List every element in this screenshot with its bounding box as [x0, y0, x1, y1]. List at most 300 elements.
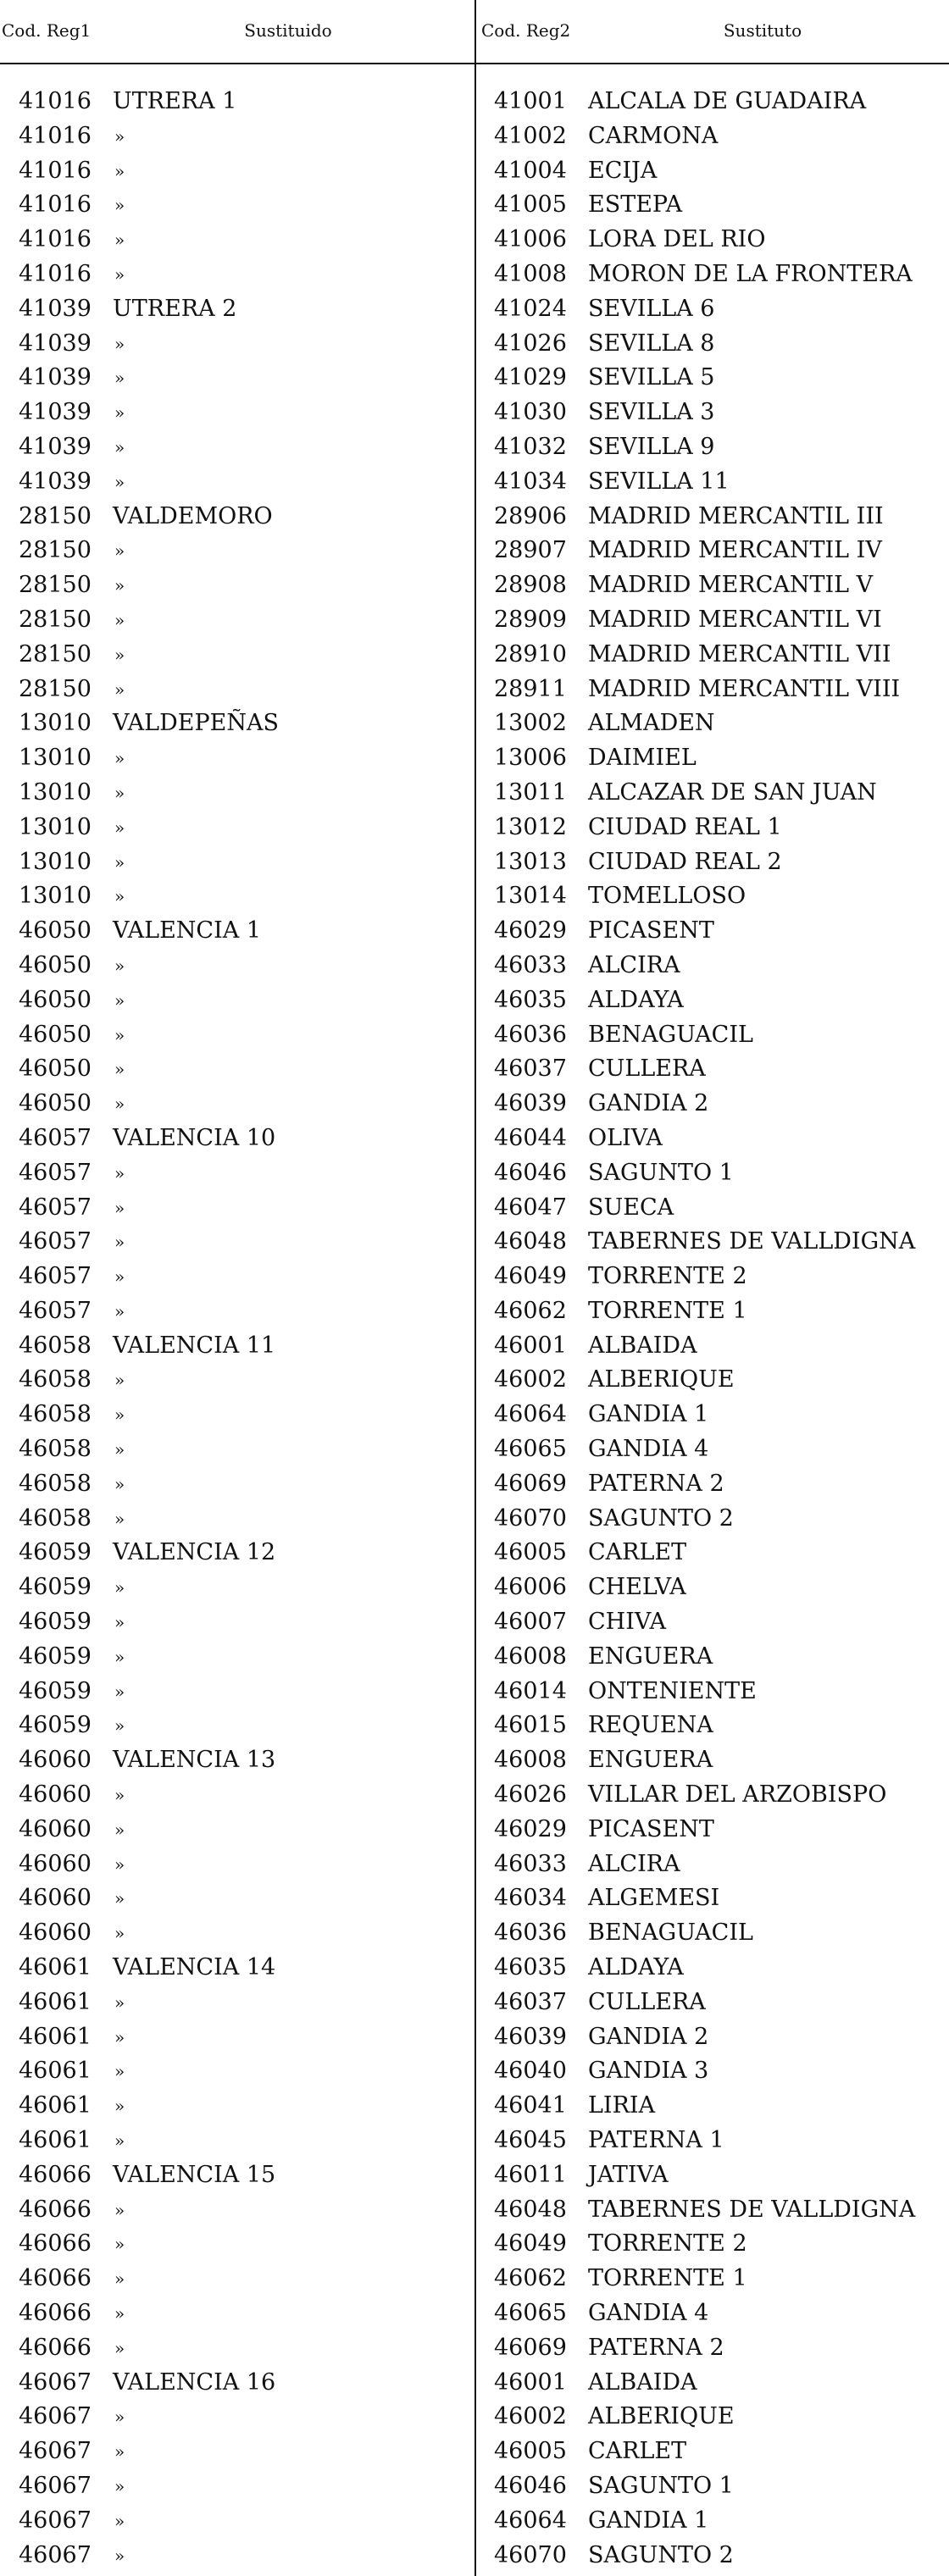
- cod-reg2-cell: 28910: [494, 640, 567, 668]
- cod-reg1-cell: 46060: [19, 1781, 92, 1809]
- cod-reg2-cell: 28909: [494, 606, 567, 633]
- cod-reg1-cell: 41016: [19, 122, 92, 149]
- cod-reg1-cell: 41039: [19, 468, 92, 495]
- table-row: [0, 361, 949, 396]
- cod-reg1-cell: 46050: [19, 1090, 92, 1117]
- cod-reg2-cell: 46070: [494, 2541, 567, 2568]
- table-row: [0, 811, 949, 845]
- sustituido-cell: VALENCIA 12: [113, 1539, 276, 1566]
- table-row: [0, 1156, 949, 1191]
- table-row: [0, 706, 949, 741]
- sustituido-cell: »: [114, 368, 125, 389]
- cod-reg2-cell: 46033: [494, 951, 567, 978]
- cod-reg1-cell: 46061: [19, 1988, 92, 2015]
- cod-reg2-cell: 46015: [494, 1712, 567, 1739]
- cod-reg2-cell: 46033: [494, 1850, 567, 1877]
- table-row: [0, 1087, 949, 1122]
- sustituido-cell: »: [114, 125, 125, 147]
- cod-reg1-cell: 28150: [19, 606, 92, 633]
- sustituto-cell: ALDAYA: [588, 986, 684, 1013]
- cod-reg2-cell: 28908: [494, 572, 567, 599]
- sustituido-cell: »: [114, 1819, 125, 1840]
- sustituto-cell: SEVILLA 5: [588, 364, 715, 391]
- sustituido-cell: VALENCIA 15: [113, 2161, 276, 2188]
- cod-reg2-cell: 41008: [494, 260, 567, 287]
- cod-reg2-cell: 41005: [494, 191, 567, 219]
- table-row: [0, 465, 949, 500]
- cod-reg2-cell: 46049: [494, 1263, 567, 1290]
- cod-reg1-cell: 13010: [19, 813, 92, 840]
- sustituido-cell: »: [114, 1404, 125, 1426]
- table-row: [0, 119, 949, 154]
- cod-reg1-cell: 46066: [19, 2334, 92, 2361]
- sustituto-cell: SAGUNTO 2: [588, 2541, 734, 2568]
- table-row: [0, 1605, 949, 1640]
- sustituto-cell: ALGEMESI: [588, 1885, 720, 1912]
- table-row: [0, 1225, 949, 1260]
- cod-reg2-cell: 46045: [494, 2127, 567, 2154]
- sustituido-cell: »: [114, 263, 125, 285]
- sustituido-cell: »: [114, 1923, 125, 1944]
- table-row: [0, 845, 949, 880]
- sustituto-cell: CHIVA: [588, 1609, 667, 1636]
- cod-reg1-cell: 46058: [19, 1436, 92, 1463]
- sustituto-cell: ALBAIDA: [588, 2368, 697, 2396]
- cod-reg1-cell: 46050: [19, 1021, 92, 1048]
- cod-reg1-cell: 46057: [19, 1263, 92, 1290]
- cod-reg2-cell: 46064: [494, 1401, 567, 1428]
- sustituido-cell: »: [114, 1715, 125, 1737]
- cod-reg2-cell: 46048: [494, 2196, 567, 2223]
- sustituto-cell: BENAGUACIL: [588, 1920, 753, 1947]
- table-row: [0, 430, 949, 465]
- table-row: [0, 1813, 949, 1848]
- sustituido-cell: »: [114, 1059, 125, 1080]
- sustituido-cell: »: [114, 1681, 125, 1702]
- sustituido-cell: »: [114, 1162, 125, 1183]
- table-row: [0, 534, 949, 568]
- sustituto-cell: OLIVA: [588, 1124, 663, 1151]
- sustituto-cell: MADRID MERCANTIL III: [588, 502, 884, 529]
- table-row: [0, 2262, 949, 2296]
- sustituto-cell: MADRID MERCANTIL V: [588, 572, 874, 599]
- cod-reg1-cell: 46058: [19, 1366, 92, 1393]
- table-row: [0, 1467, 949, 1502]
- cod-reg1-cell: 46067: [19, 2403, 92, 2430]
- table-row: [0, 568, 949, 603]
- sustituido-cell: VALENCIA 11: [113, 1332, 276, 1359]
- cod-reg1-cell: 28150: [19, 572, 92, 599]
- sustituto-cell: GANDIA 1: [588, 2507, 709, 2534]
- sustituto-cell: GANDIA 2: [588, 1090, 709, 1117]
- header-cod-reg1: Cod. Reg1: [2, 20, 92, 41]
- sustituido-cell: UTRERA 1: [113, 88, 237, 114]
- sustituto-cell: ENGUERA: [588, 1643, 713, 1670]
- table-row: [0, 154, 949, 189]
- cod-reg2-cell: 46048: [494, 1228, 567, 1255]
- table-row: [0, 1432, 949, 1467]
- cod-reg2-cell: 46046: [494, 1159, 567, 1186]
- sustituto-cell: SEVILLA 11: [588, 468, 730, 495]
- sustituto-cell: TORRENTE 2: [588, 2230, 747, 2257]
- table-row: [0, 2296, 949, 2331]
- cod-reg2-cell: 46065: [494, 1436, 567, 1463]
- sustituido-cell: VALENCIA 13: [113, 1747, 276, 1774]
- cod-reg2-cell: 46039: [494, 2023, 567, 2050]
- header-sustituido: Sustituido: [244, 20, 332, 41]
- sustituto-cell: TABERNES DE VALLDIGNA: [588, 1228, 916, 1255]
- cod-reg1-cell: 46057: [19, 1124, 92, 1151]
- cod-reg1-cell: 46050: [19, 1055, 92, 1083]
- sustituido-cell: »: [114, 817, 125, 838]
- cod-reg2-cell: 46062: [494, 2265, 567, 2292]
- cod-reg2-cell: 41004: [494, 157, 567, 184]
- table-row: [0, 1191, 949, 1226]
- sustituto-cell: ALBAIDA: [588, 1332, 697, 1359]
- cod-reg2-cell: 46070: [494, 1504, 567, 1532]
- sustituto-cell: SEVILLA 6: [588, 295, 715, 322]
- cod-reg2-cell: 46035: [494, 1954, 567, 1981]
- sustituto-cell: ESTEPA: [588, 191, 683, 219]
- header-cod-reg2: Cod. Reg2: [481, 20, 571, 41]
- table-row: [0, 1536, 949, 1571]
- sustituido-cell: VALENCIA 16: [113, 2368, 276, 2396]
- sustituto-cell: SAGUNTO 1: [588, 1159, 734, 1186]
- table-row: [0, 2400, 949, 2435]
- sustituto-cell: ALCIRA: [588, 951, 680, 978]
- cod-reg2-cell: 28906: [494, 502, 567, 529]
- sustituido-cell: »: [114, 1094, 125, 1115]
- cod-reg1-cell: 46066: [19, 2300, 92, 2326]
- sustituto-cell: ALMADEN: [588, 710, 715, 737]
- header-sustituto: Sustituto: [723, 20, 802, 41]
- table-row: [0, 673, 949, 707]
- sustituto-cell: CULLERA: [588, 1055, 706, 1083]
- table-row: [0, 603, 949, 638]
- cod-reg1-cell: 46067: [19, 2507, 92, 2534]
- sustituido-cell: VALDEMORO: [113, 502, 273, 529]
- sustituto-cell: CARLET: [588, 2438, 687, 2465]
- sustituido-cell: »: [114, 1439, 125, 1460]
- cod-reg1-cell: 41016: [19, 157, 92, 184]
- cod-reg2-cell: 46064: [494, 2507, 567, 2534]
- cod-reg2-cell: 13006: [494, 745, 567, 772]
- cod-reg1-cell: 46059: [19, 1539, 92, 1566]
- cod-reg1-cell: 46059: [19, 1609, 92, 1636]
- sustituido-cell: VALDEPEÑAS: [113, 710, 279, 737]
- cod-reg2-cell: 46036: [494, 1021, 567, 1048]
- cod-reg2-cell: 41032: [494, 433, 567, 460]
- cod-reg2-cell: 46047: [494, 1194, 567, 1221]
- table-row: [0, 914, 949, 949]
- sustituido-cell: »: [114, 2303, 125, 2324]
- cod-reg2-cell: 46007: [494, 1609, 567, 1636]
- cod-reg1-cell: 46067: [19, 2541, 92, 2568]
- cod-reg1-cell: 46061: [19, 2127, 92, 2154]
- sustituto-cell: GANDIA 2: [588, 2023, 709, 2050]
- table-row: [0, 1052, 949, 1087]
- sustituido-cell: »: [114, 540, 125, 562]
- cod-reg1-cell: 46066: [19, 2230, 92, 2257]
- cod-reg1-cell: 13010: [19, 778, 92, 806]
- cod-reg2-cell: 41029: [494, 364, 567, 391]
- cod-reg2-cell: 13014: [494, 883, 567, 910]
- cod-reg1-cell: 28150: [19, 675, 92, 702]
- sustituto-cell: SEVILLA 8: [588, 330, 715, 357]
- sustituto-cell: ONTENIENTE: [588, 1677, 757, 1704]
- cod-reg1-cell: 46060: [19, 1885, 92, 1912]
- cod-reg2-cell: 46001: [494, 2368, 567, 2396]
- cod-reg1-cell: 41016: [19, 88, 92, 114]
- cod-reg1-cell: 46059: [19, 1712, 92, 1739]
- sustituido-cell: »: [114, 1992, 125, 2013]
- cod-reg1-cell: 28150: [19, 537, 92, 564]
- table-row: [0, 2054, 949, 2089]
- table-row: [0, 1571, 949, 1605]
- cod-reg1-cell: 46057: [19, 1228, 92, 1255]
- cod-reg2-cell: 46040: [494, 2058, 567, 2085]
- table-row: [0, 949, 949, 983]
- table-row: [0, 879, 949, 914]
- sustituto-cell: SEVILLA 9: [588, 433, 715, 460]
- sustituto-cell: TORRENTE 1: [588, 2265, 747, 2292]
- cod-reg2-cell: 41034: [494, 468, 567, 495]
- table-row: [0, 188, 949, 223]
- cod-reg2-cell: 46037: [494, 1988, 567, 2015]
- sustituto-cell: LORA DEL RIO: [588, 226, 766, 253]
- sustituido-cell: »: [114, 333, 125, 354]
- sustituto-cell: GANDIA 3: [588, 2058, 709, 2085]
- cod-reg1-cell: 41039: [19, 295, 92, 322]
- sustituto-cell: GANDIA 4: [588, 2300, 709, 2326]
- sustituido-cell: »: [114, 1646, 125, 1667]
- sustituto-cell: GANDIA 4: [588, 1436, 709, 1463]
- table-row: [0, 1778, 949, 1813]
- table-row: [0, 223, 949, 258]
- table-row: [0, 1916, 949, 1951]
- cod-reg1-cell: 46050: [19, 951, 92, 978]
- sustituto-cell: TABERNES DE VALLDIGNA: [588, 2196, 916, 2223]
- cod-reg1-cell: 41039: [19, 364, 92, 391]
- table-row: [0, 1502, 949, 1537]
- sustituto-cell: JATIVA: [588, 2161, 669, 2188]
- sustituido-cell: VALENCIA 1: [113, 917, 262, 945]
- cod-reg1-cell: 13010: [19, 883, 92, 910]
- sustituido-cell: »: [114, 886, 125, 907]
- cod-reg2-cell: 28911: [494, 675, 567, 702]
- cod-reg1-cell: 46060: [19, 1815, 92, 1842]
- cod-reg1-cell: 46067: [19, 2438, 92, 2465]
- sustituto-cell: ALBERIQUE: [588, 2403, 735, 2430]
- sustituto-cell: TORRENTE 1: [588, 1297, 747, 1324]
- cod-reg1-cell: 46050: [19, 917, 92, 945]
- sustituto-cell: SEVILLA 3: [588, 399, 715, 426]
- sustituto-cell: CIUDAD REAL 1: [588, 813, 782, 840]
- table-row: [0, 1329, 949, 1364]
- cod-reg1-cell: 46059: [19, 1643, 92, 1670]
- table-row: [0, 2366, 949, 2401]
- table-row: [0, 1640, 949, 1675]
- sustituido-cell: »: [114, 2234, 125, 2255]
- cod-reg2-cell: 46039: [494, 1090, 567, 1117]
- sustituido-cell: »: [114, 402, 125, 424]
- cod-reg1-cell: 28150: [19, 502, 92, 529]
- sustituto-cell: CARLET: [588, 1539, 687, 1566]
- cod-reg2-cell: 46002: [494, 1366, 567, 1393]
- sustituido-cell: »: [114, 160, 125, 181]
- sustituto-cell: MADRID MERCANTIL VI: [588, 606, 882, 633]
- sustituido-cell: »: [114, 1197, 125, 1218]
- table-row: [0, 2020, 949, 2055]
- sustituido-cell: »: [114, 1785, 125, 1806]
- cod-reg1-cell: 28150: [19, 640, 92, 668]
- sustituido-cell: »: [114, 989, 125, 1011]
- sustituido-cell: »: [114, 782, 125, 803]
- cod-reg1-cell: 41039: [19, 330, 92, 357]
- cod-reg2-cell: 46065: [494, 2300, 567, 2326]
- sustituto-cell: CULLERA: [588, 1988, 706, 2015]
- table-row: [0, 741, 949, 776]
- cod-reg1-cell: 46050: [19, 986, 92, 1013]
- table-row: [0, 292, 949, 327]
- table-row: [0, 2124, 949, 2158]
- cod-reg1-cell: 46058: [19, 1401, 92, 1428]
- sustituto-cell: MADRID MERCANTIL IV: [588, 537, 882, 564]
- sustituido-cell: »: [114, 2510, 125, 2531]
- sustituto-cell: MORON DE LA FRONTERA: [588, 260, 913, 287]
- cod-reg2-cell: 41024: [494, 295, 567, 322]
- cod-reg2-cell: 46014: [494, 1677, 567, 1704]
- sustituto-cell: PICASENT: [588, 917, 714, 945]
- table-row: [0, 258, 949, 292]
- table-row: [0, 2331, 949, 2366]
- sustituido-cell: »: [114, 748, 125, 769]
- cod-reg1-cell: 46058: [19, 1504, 92, 1532]
- cod-reg1-cell: 46057: [19, 1194, 92, 1221]
- sustituido-cell: »: [114, 1300, 125, 1321]
- sustituto-cell: SUECA: [588, 1194, 674, 1221]
- sustituido-cell: »: [114, 2337, 125, 2358]
- sustituido-cell: »: [114, 1853, 125, 1875]
- cod-reg1-cell: 46060: [19, 1747, 92, 1774]
- sustituido-cell: »: [114, 471, 125, 492]
- table-row: [0, 1881, 949, 1916]
- cod-reg2-cell: 46029: [494, 1815, 567, 1842]
- table-row: [0, 327, 949, 362]
- table-row: [0, 85, 949, 119]
- cod-reg1-cell: 41016: [19, 260, 92, 287]
- sustituto-cell: ENGUERA: [588, 1747, 713, 1774]
- table-row: [0, 1122, 949, 1156]
- table-row: [0, 500, 949, 535]
- cod-reg1-cell: 46061: [19, 2023, 92, 2050]
- sustituto-cell: PATERNA 1: [588, 2127, 724, 2154]
- table-row: [0, 1363, 949, 1398]
- sustituido-cell: »: [114, 575, 125, 596]
- sustituto-cell: REQUENA: [588, 1712, 713, 1739]
- sustituto-cell: ALCAZAR DE SAN JUAN: [588, 778, 877, 806]
- sustituido-cell: »: [114, 230, 125, 251]
- sustituto-cell: PATERNA 2: [588, 2334, 724, 2361]
- cod-reg2-cell: 46036: [494, 1920, 567, 1947]
- table-row: [0, 1951, 949, 1986]
- sustituido-cell: »: [114, 195, 125, 216]
- cod-reg2-cell: 46008: [494, 1643, 567, 1670]
- sustituido-cell: »: [114, 644, 125, 665]
- sustituido-cell: »: [114, 2026, 125, 2047]
- cod-reg2-cell: 13013: [494, 848, 567, 875]
- sustituido-cell: »: [114, 436, 125, 457]
- cod-reg2-cell: 46034: [494, 1885, 567, 1912]
- sustituido-cell: UTRERA 2: [113, 295, 237, 322]
- sustituto-cell: SAGUNTO 2: [588, 1504, 734, 1532]
- table-row: [0, 1743, 949, 1778]
- cod-reg1-cell: 13010: [19, 848, 92, 875]
- sustituido-cell: »: [114, 2096, 125, 2117]
- table-body: [0, 85, 949, 2573]
- sustituido-cell: VALENCIA 14: [113, 1954, 276, 1981]
- sustituido-cell: »: [114, 1266, 125, 1288]
- table-row: [0, 2227, 949, 2262]
- table-row: [0, 1986, 949, 2020]
- cod-reg2-cell: 46069: [494, 2334, 567, 2361]
- cod-reg2-cell: 41030: [494, 399, 567, 426]
- sustituido-cell: »: [114, 1612, 125, 1633]
- table-row: [0, 2539, 949, 2573]
- sustituto-cell: PICASENT: [588, 1815, 714, 1842]
- cod-reg1-cell: 46059: [19, 1677, 92, 1704]
- cod-reg2-cell: 28907: [494, 537, 567, 564]
- sustituido-cell: »: [114, 2441, 125, 2462]
- cod-reg1-cell: 13010: [19, 710, 92, 737]
- cod-reg2-cell: 13012: [494, 813, 567, 840]
- table-row: [0, 2193, 949, 2228]
- cod-reg1-cell: 46057: [19, 1159, 92, 1186]
- table-row: [0, 2504, 949, 2539]
- sustituto-cell: ALBERIQUE: [588, 1366, 735, 1393]
- sustituto-cell: CARMONA: [588, 122, 719, 149]
- sustituido-cell: VALENCIA 10: [113, 1124, 276, 1151]
- sustituto-cell: ECIJA: [588, 157, 658, 184]
- cod-reg1-cell: 46059: [19, 1574, 92, 1601]
- cod-reg2-cell: 46029: [494, 917, 567, 945]
- sustituto-cell: LIRIA: [588, 2092, 656, 2119]
- cod-reg1-cell: 46058: [19, 1470, 92, 1497]
- cod-reg2-cell: 46008: [494, 1747, 567, 1774]
- sustituido-cell: »: [114, 2130, 125, 2152]
- cod-reg1-cell: 41016: [19, 226, 92, 253]
- cod-reg2-cell: 41006: [494, 226, 567, 253]
- table-row: [0, 1709, 949, 1743]
- sustituto-cell: PATERNA 2: [588, 1470, 724, 1497]
- table-row: [0, 2469, 949, 2504]
- sustituido-cell: »: [114, 955, 125, 976]
- cod-reg2-cell: 46046: [494, 2472, 567, 2499]
- sustituto-cell: ALCALA DE GUADAIRA: [588, 88, 867, 114]
- cod-reg2-cell: 46001: [494, 1332, 567, 1359]
- sustituto-cell: CIUDAD REAL 2: [588, 848, 782, 875]
- sustituto-cell: CHELVA: [588, 1574, 686, 1601]
- table-row: [0, 1848, 949, 1882]
- table-row: [0, 983, 949, 1018]
- cod-reg1-cell: 46060: [19, 1850, 92, 1877]
- sustituido-cell: »: [114, 2407, 125, 2428]
- sustituto-cell: DAIMIEL: [588, 745, 696, 772]
- cod-reg2-cell: 46044: [494, 1124, 567, 1151]
- cod-reg2-cell: 46041: [494, 2092, 567, 2119]
- cod-reg1-cell: 46066: [19, 2265, 92, 2292]
- sustituto-cell: SAGUNTO 1: [588, 2472, 734, 2499]
